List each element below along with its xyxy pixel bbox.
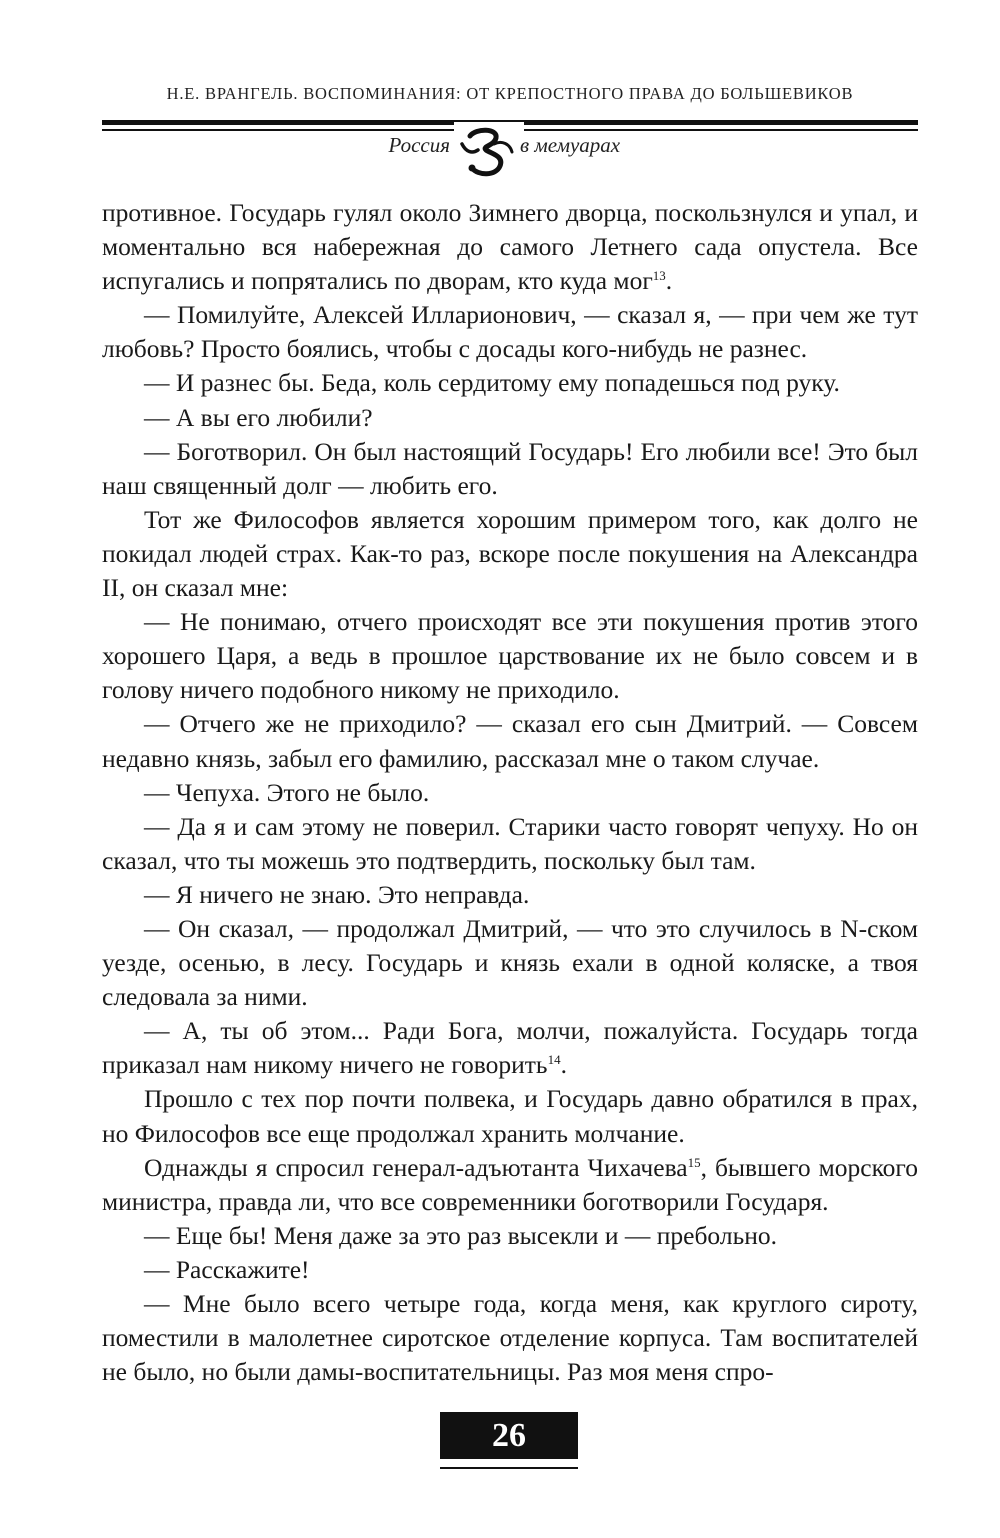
footnote-ref[interactable]: 15: [687, 1154, 701, 1170]
paragraph: — Помилуйте, Алексей Илларионович, — сказал я, — при чем же тут любовь? Просто боялись, чтобы с досады кого-нибудь не разнес.: [102, 300, 918, 364]
paragraph: — Не понимаю, отчего происходят все эти покушения против этого хорошего Царя, а ведь в прошлое царствование их не было совсем и в голову ничего подобного никому не приходило.: [102, 607, 918, 705]
paragraph: — Расскажите!: [144, 1254, 310, 1284]
paragraph: Прошло с тех пор почти полвека, и Государь давно обратился в прах, но Философов все еще продолжал хранить молчание.: [102, 1084, 918, 1148]
paragraph: — Боготворил. Он был настоящий Государь! Его любили все! Это был наш священный долг — любить его.: [102, 436, 918, 500]
paragraph: — А, ты об этом... Ради Бога, молчи, пожалуйста. Государь тогда приказал нам никому ничего не говорить$^{14}$.: [102, 1016, 918, 1080]
body-text: [102, 196, 918, 1389]
paragraph: — Я ничего не знаю. Это неправда.: [144, 879, 530, 909]
paragraph: — Он сказал, — продолжал Дмитрий, — что это случилось в N-ском уезде, осенью, в лесу. Государь и князь ехали в одной коляске, а твоя следовала за ними.: [102, 913, 918, 1012]
paragraph: — Еще бы! Меня даже за это раз высекли и — пребольно.: [144, 1220, 777, 1250]
paragraph: — Отчего же не приходило? — сказал его сын Дмитрий. — Совсем недавно князь, забыл его фамилию, рассказал мне о таком случае.: [102, 709, 918, 773]
footnote-ref[interactable]: 13: [652, 268, 666, 284]
paragraph: — Мне было всего четыре года, когда меня, как круглого сироту, поместили в малолетнее сиротское отделение корпуса. Там воспитателей не было, но были дамы-воспитательницы. Раз моя меня спро-: [102, 1289, 918, 1387]
paragraph: — А вы его любили?: [144, 402, 373, 432]
running-title: Н.Е. ВРАНГЕЛЬ. ВОСПОМИНАНИЯ: ОТ КРЕПОСТНОГО ПРАВА ДО БОЛЬШЕВИКОВ: [166, 84, 854, 103]
page-number-rule: [440, 1467, 578, 1469]
series-emblem-icon: [454, 122, 524, 180]
paragraph: — Чепуха. Этого не было.: [144, 777, 430, 807]
paragraph: Однажды я спросил генерал-адъютанта Чихачева$^{15}$, бывшего морского министра, правда ли, что все современники боготворили Государя.: [102, 1152, 918, 1216]
series-name-right: в мемуарах: [520, 133, 621, 157]
footnote-ref[interactable]: 14: [547, 1052, 561, 1068]
paragraph: противное. Государь гулял около Зимнего дворца, поскользнулся и упал, и моментально вся набережная до самого Летнего сада опустела. Все испугались и попрятались по дворам, кто куда мог$^{13}$.: [102, 198, 918, 296]
page-number: 26: [440, 1412, 578, 1459]
paragraph: — И разнес бы. Беда, коль сердитому ему попадешься под руку.: [144, 368, 840, 398]
series-name-left: Россия: [388, 133, 450, 157]
paragraph: Тот же Философов является хорошим примером того, как долго не покидал людей страх. Как-то раз, вскоре после покушения на Александра II, он сказал мне:: [102, 504, 918, 603]
paragraph: — Да я и сам этому не поверил. Старики часто говорят чепуху. Но он сказал, что ты можешь это подтвердить, поскольку был там.: [102, 811, 918, 875]
